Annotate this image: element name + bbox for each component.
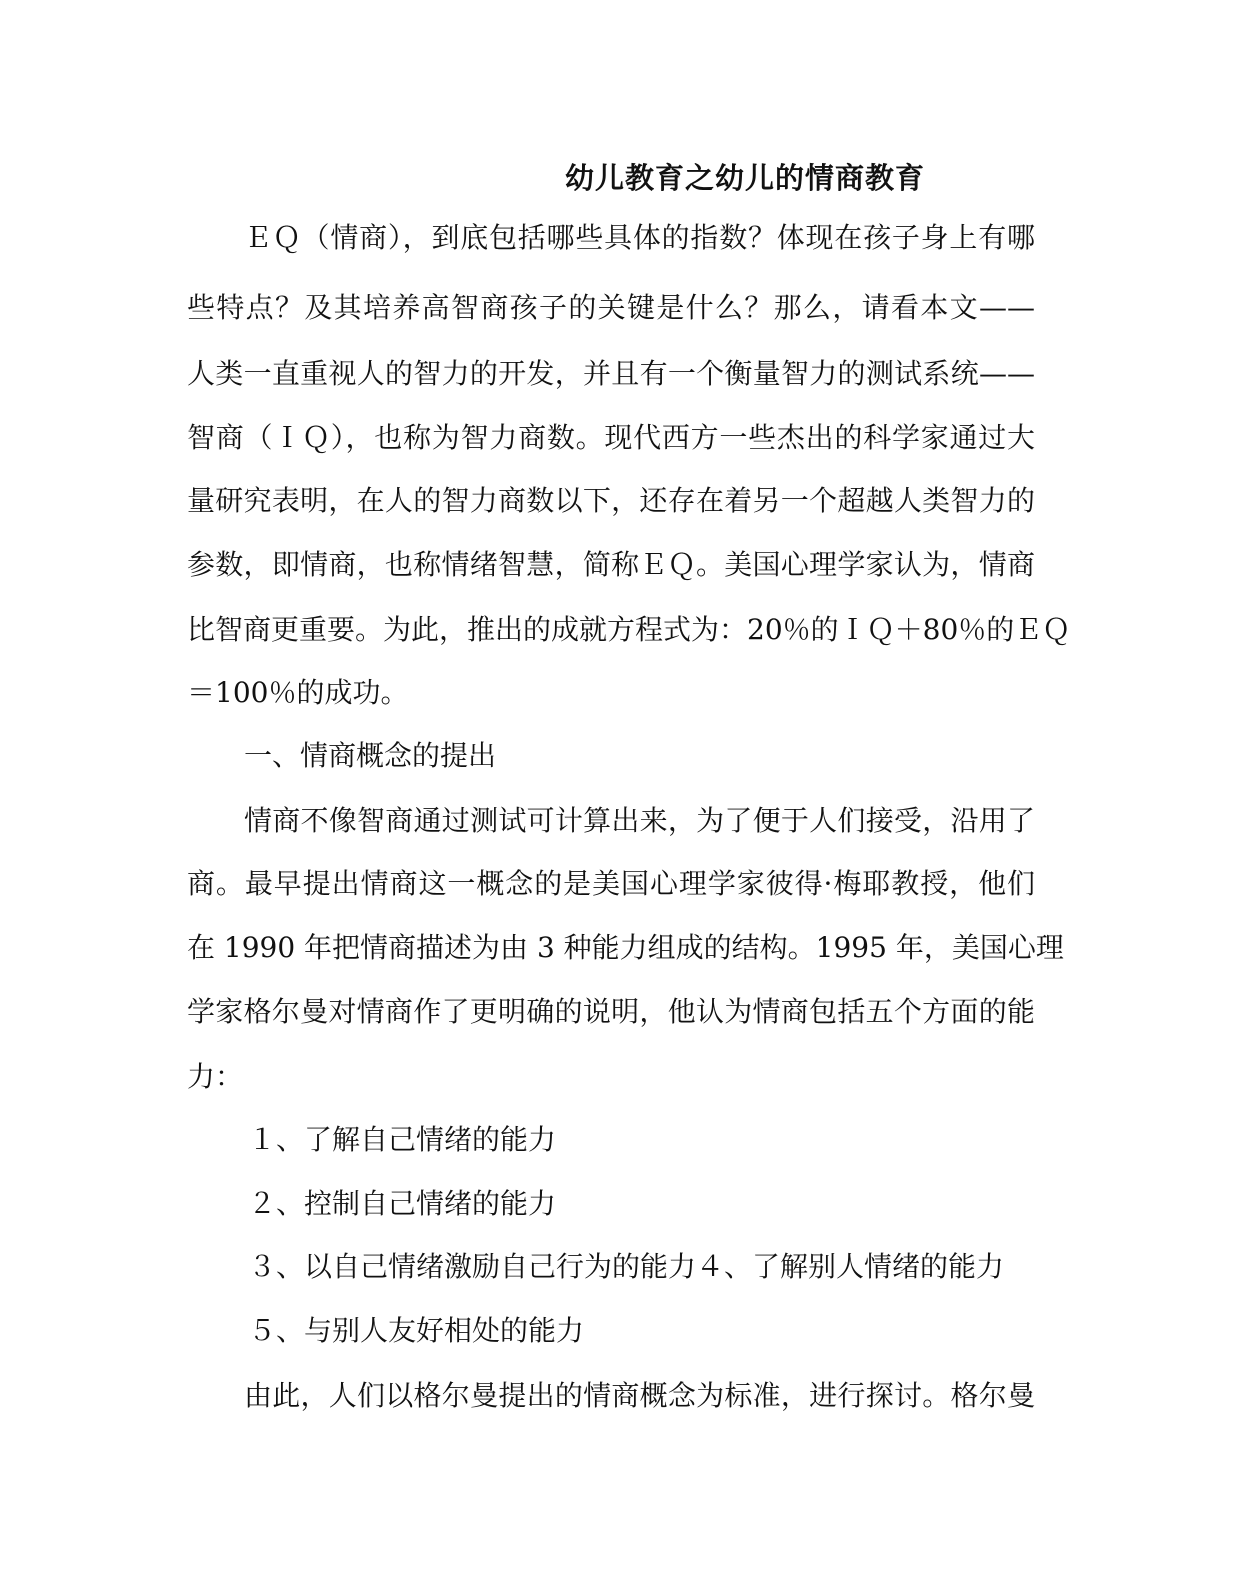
- list-item: １、了解自己情绪的能力: [248, 1123, 557, 1156]
- paragraph-line: 由此，人们以格尔曼提出的情商概念为标准，进行探讨。格尔曼: [244, 1379, 1035, 1412]
- list-item: ３、以自己情绪激励自己行为的能力４、了解别人情绪的能力: [248, 1250, 1005, 1283]
- paragraph-line: 学家格尔曼对情商作了更明确的说明，他认为情商包括五个方面的能: [187, 995, 1035, 1028]
- paragraph-line: 些特点？及其培养高智商孩子的关键是什么？那么，请看本文——: [187, 291, 1035, 324]
- document-title: 幼儿教育之幼儿的情商教育: [565, 161, 926, 195]
- list-item: ２、控制自己情绪的能力: [248, 1187, 557, 1220]
- paragraph-line: 量研究表明，在人的智力商数以下，还存在着另一个超越人类智力的: [187, 484, 1035, 517]
- list-item: ５、与别人友好相处的能力: [248, 1314, 585, 1347]
- paragraph-line: ＥＱ（情商），到底包括哪些具体的指数？体现在孩子身上有哪: [244, 221, 1035, 254]
- paragraph-line: 智商（ＩＱ），也称为智力商数。现代西方一些杰出的科学家通过大: [187, 421, 1035, 454]
- paragraph-line: ＝100％的成功。: [187, 676, 409, 709]
- paragraph-line: 情商不像智商通过测试可计算出来，为了便于人们接受，沿用了: [244, 804, 1035, 837]
- paragraph-line: 人类一直重视人的智力的开发，并且有一个衡量智力的测试系统——: [187, 357, 1035, 390]
- paragraph-line: 在 1990 年把情商描述为由 3 种能力组成的结构。1995 年，美国心理: [187, 931, 1064, 964]
- paragraph-line: 商。最早提出情商这一概念的是美国心理学家彼得·梅耶教授，他们: [187, 867, 1035, 900]
- paragraph-line: 比智商更重要。为此，推出的成就方程式为：20％的ＩＱ＋80％的ＥＱ: [187, 613, 1071, 646]
- paragraph-line: 力：: [187, 1060, 244, 1093]
- section-heading: 一、情商概念的提出: [244, 739, 497, 772]
- paragraph-line: 参数，即情商，也称情绪智慧，简称ＥＱ。美国心理学家认为，情商: [187, 548, 1035, 581]
